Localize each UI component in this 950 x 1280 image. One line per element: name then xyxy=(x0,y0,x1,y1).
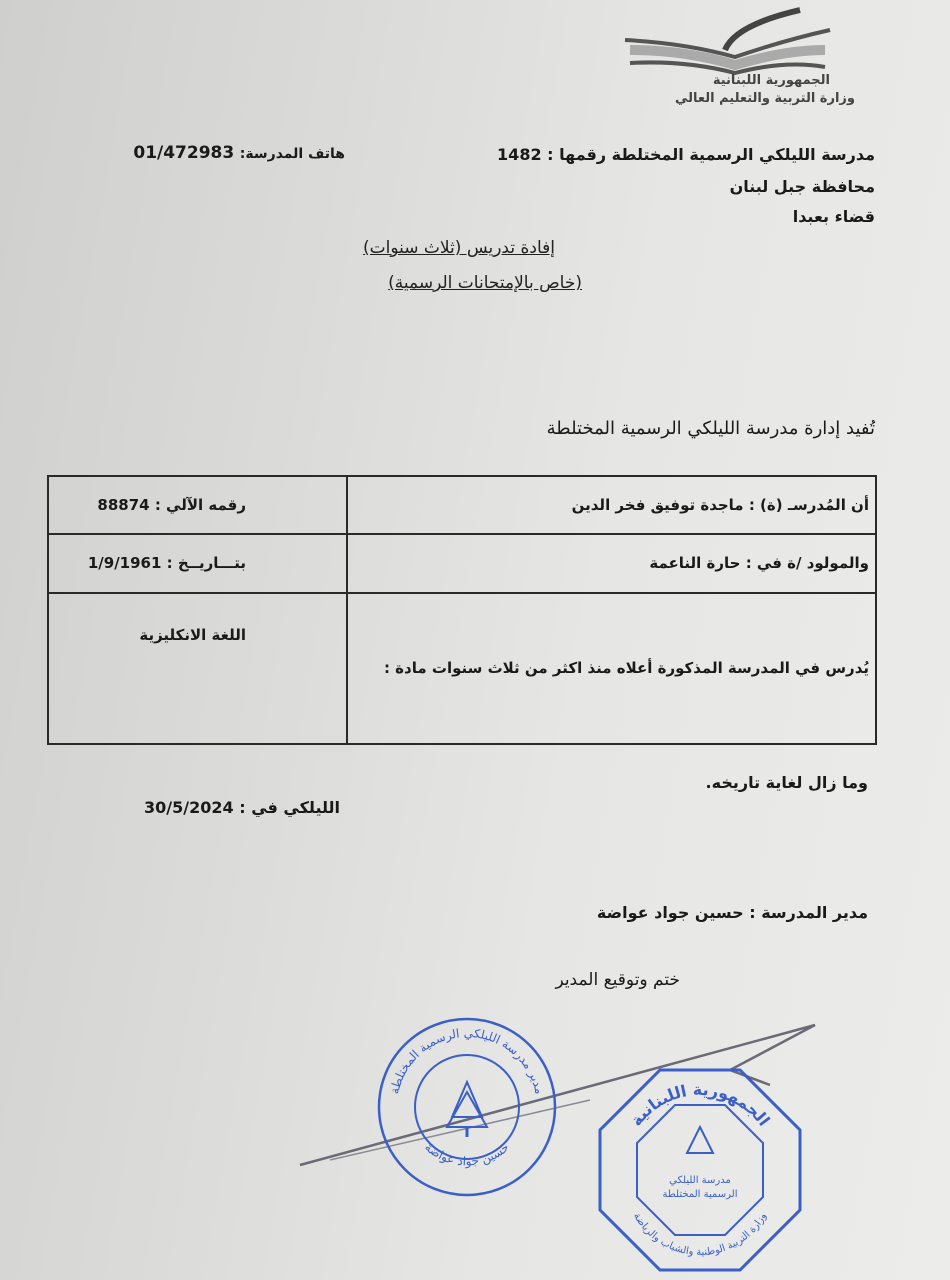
place-date-label: الليلكي في : xyxy=(239,798,340,817)
intro-text: تُفيد إدارة مدرسة الليلكي الرسمية المختلطة xyxy=(546,418,875,439)
signature-label: ختم وتوقيع المدير xyxy=(555,970,680,990)
teaching-statement: يُدرس في المدرسة المذكورة أعلاه منذ اكثر من ثلاث سنوات مادة : xyxy=(347,593,876,745)
letterhead-text xyxy=(675,72,855,108)
subject xyxy=(48,593,347,745)
teacher-name: أن المُدرسـ (ة) : ماجدة توفيق فخر الدين xyxy=(347,476,876,534)
phone-label: هاتف المدرسة: xyxy=(239,146,345,162)
svg-text:الرسمية المختلطة: الرسمية المختلطة xyxy=(662,1189,738,1200)
birthplace: والمولود /ة في : حارة الناعمة xyxy=(347,534,876,592)
table-row xyxy=(48,593,876,745)
school-phone xyxy=(133,143,345,163)
birth-date-value: 1/9/1961 xyxy=(87,554,162,573)
subject-value: اللغة الانكليزية xyxy=(139,625,246,644)
place-date xyxy=(144,798,340,817)
ministry-logo xyxy=(615,5,835,75)
svg-text:مدرسة الليلكي: مدرسة الليلكي xyxy=(669,1175,731,1186)
governorate: محافظة جبل لبنان xyxy=(729,177,875,196)
letterhead-line-2: وزارة التربية والتعليم العالي xyxy=(674,91,855,106)
svg-text:حسين جواد عواضة: حسين جواد عواضة xyxy=(422,1139,512,1169)
employee-number-value: 88874 xyxy=(97,496,150,515)
employee-number xyxy=(48,476,347,534)
school-line: مدرسة الليلكي الرسمية المختلطة رقمها : 1482 xyxy=(497,145,875,164)
document-subtitle: (خاص بالإمتحانات الرسمية) xyxy=(388,273,582,293)
svg-text:مدير مدرسة الليلكي الرسمية الم: مدير مدرسة الليلكي الرسمية المختلطة xyxy=(387,1025,547,1096)
document-title: إفادة تدريس (ثلاث سنوات) xyxy=(362,238,555,258)
letterhead-line-1: الجمهورية اللبنانية xyxy=(712,73,830,88)
director-name: مدير المدرسة : حسين جواد عواضة xyxy=(596,903,868,922)
birth-date xyxy=(48,534,347,592)
svg-text:وزارة التربية الوطنية والشباب: وزارة التربية الوطنية والشباب والرياضة xyxy=(631,1211,769,1259)
birth-date-label: بتـــاريــخ : xyxy=(166,554,246,573)
info-table xyxy=(47,475,877,745)
octagon-stamp xyxy=(595,1065,805,1275)
employee-number-label: رقمه الآلي : xyxy=(154,496,246,515)
phone-value: 01/472983 xyxy=(133,143,235,163)
round-stamp xyxy=(372,1012,562,1202)
table-row xyxy=(48,534,876,592)
still-teaching-text: وما زال لغاية تاريخه. xyxy=(705,773,868,792)
svg-text:الجمهورية اللبنانية: الجمهورية اللبنانية xyxy=(626,1079,774,1130)
table-row xyxy=(48,476,876,534)
district: قضاء بعبدا xyxy=(792,207,875,226)
place-date-value: 30/5/2024 xyxy=(144,798,234,817)
